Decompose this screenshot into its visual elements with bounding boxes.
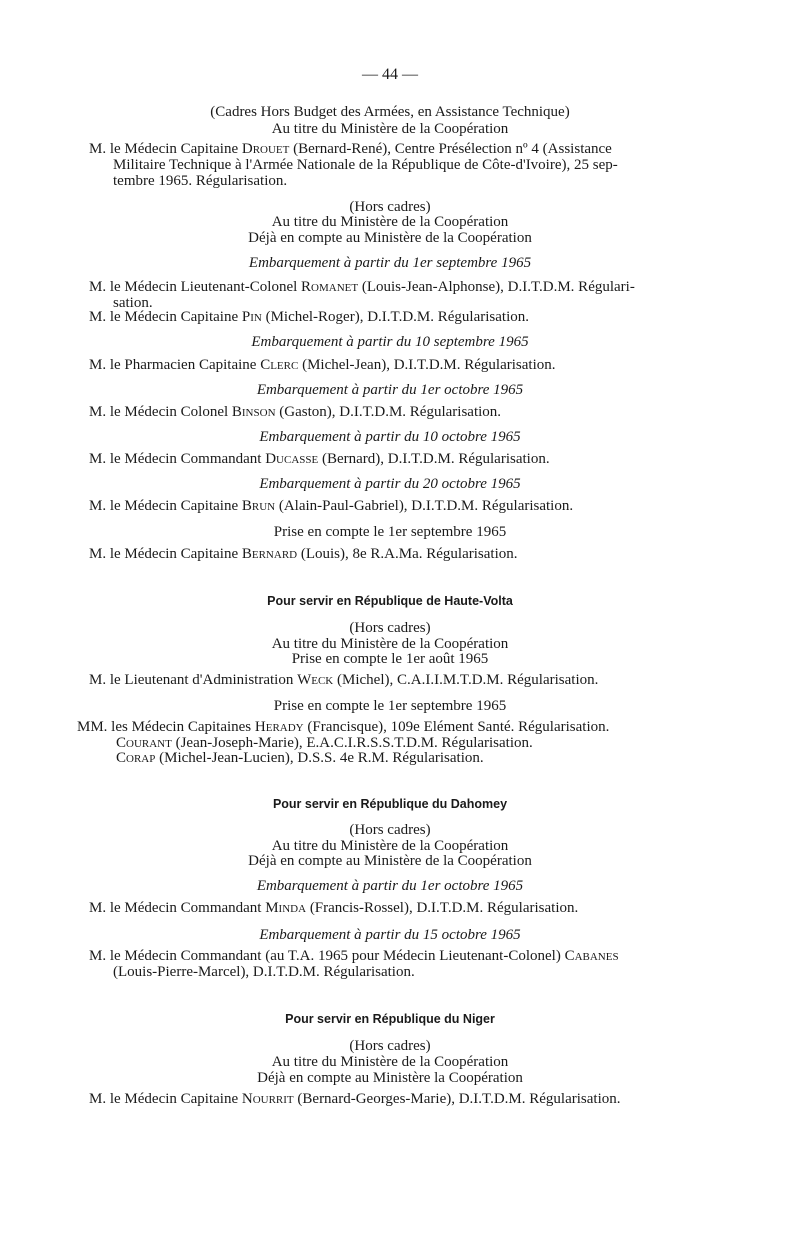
entry-line: M. le Médecin Colonel Binson (Gaston), D.I.T.D.M. Régularisation.	[89, 404, 502, 420]
entry-line: M. le Médecin Commandant Ducasse (Bernard), D.I.T.D.M. Régularisation.	[89, 451, 550, 467]
status-line: Déjà en compte au Ministère de la Coopération	[248, 853, 532, 869]
entry-continuation: tembre 1965. Régularisation.	[113, 173, 288, 189]
entry-line: M. le Médecin Capitaine Drouet (Bernard-René), Centre Présélection nº 4 (Assistance	[89, 141, 612, 157]
status-line: Prise en compte le 1er septembre 1965	[273, 698, 507, 714]
status-line: Déjà en compte au Ministère de la Coopération	[248, 230, 532, 246]
category-line: (Hors cadres)	[349, 620, 431, 636]
embarkation-date-line: Embarquement à partir du 1er septembre 1965	[248, 255, 532, 271]
page-number: — 44 —	[362, 66, 418, 83]
entry-line: M. le Médecin Capitaine Bernard (Louis), 8e R.A.Ma. Régularisation.	[89, 546, 518, 562]
embarkation-date-line: Embarquement à partir du 1er octobre 1965	[256, 382, 524, 398]
status-line: Prise en compte le 1er août 1965	[291, 651, 489, 667]
entry-line: M. le Médecin Capitaine Nourrit (Bernard-Georges-Marie), D.I.T.D.M. Régularisation.	[89, 1091, 621, 1107]
status-line: Prise en compte le 1er septembre 1965	[273, 524, 507, 540]
entry-line: M. le Lieutenant d'Administration Weck (Michel), C.A.I.I.M.T.D.M. Régularisation.	[89, 672, 599, 688]
category-line: (Cadres Hors Budget des Armées, en Assistance Technique)	[210, 104, 570, 120]
entry-continuation: sation.	[113, 295, 153, 311]
section-heading-dahomey: Pour servir en République du Dahomey	[272, 797, 508, 811]
entry-line: M. le Médecin Capitaine Pin (Michel-Roger), D.I.T.D.M. Régularisation.	[89, 309, 529, 325]
embarkation-date-line: Embarquement à partir du 10 septembre 1965	[251, 334, 529, 350]
category-line: (Hors cadres)	[349, 1038, 431, 1054]
entry-line: M. le Médecin Commandant Minda (Francis-Rossel), D.I.T.D.M. Régularisation.	[89, 900, 579, 916]
ministry-line: Au titre du Ministère de la Coopération	[271, 636, 509, 652]
entry-continuation: (Louis-Pierre-Marcel), D.I.T.D.M. Régularisation.	[113, 964, 415, 980]
embarkation-date-line: Embarquement à partir du 20 octobre 1965	[259, 476, 521, 492]
section-heading-niger: Pour servir en République du Niger	[285, 1012, 495, 1026]
ministry-line: Au titre du Ministère de la Coopération	[271, 121, 509, 137]
category-line: (Hors cadres)	[349, 822, 431, 838]
entry-line: M. le Médecin Lieutenant-Colonel Romanet (Louis-Jean-Alphonse), D.I.T.D.M. Régulari-	[89, 279, 635, 295]
entry-line: M. le Médecin Commandant (au T.A. 1965 pour Médecin Lieutenant-Colonel) Cabanes	[89, 948, 619, 964]
ministry-line: Au titre du Ministère de la Coopération	[271, 838, 509, 854]
entry-line: M. le Pharmacien Capitaine Clerc (Michel-Jean), D.I.T.D.M. Régularisation.	[89, 357, 556, 373]
ministry-line: Au titre du Ministère de la Coopération	[271, 214, 509, 230]
entry-continuation: Militaire Technique à l'Armée Nationale de la République de Côte-d'Ivoire), 25 sep-	[113, 157, 618, 173]
entry-line: M. le Médecin Capitaine Brun (Alain-Paul-Gabriel), D.I.T.D.M. Régularisation.	[89, 498, 574, 514]
section-heading-haute-volta: Pour servir en République de Haute-Volta	[267, 594, 513, 608]
category-line: (Hors cadres)	[349, 199, 431, 215]
entry-line: MM. les Médecin Capitaines Herady (Francisque), 109e Elément Santé. Régularisation.	[77, 719, 610, 735]
entry-continuation: Corap (Michel-Jean-Lucien), D.S.S. 4e R.M. Régularisation.	[116, 750, 484, 766]
status-line: Déjà en compte au Ministère la Coopération	[257, 1070, 523, 1086]
embarkation-date-line: Embarquement à partir du 1er octobre 1965	[256, 878, 524, 894]
embarkation-date-line: Embarquement à partir du 10 octobre 1965	[259, 429, 521, 445]
ministry-line: Au titre du Ministère de la Coopération	[271, 1054, 509, 1070]
embarkation-date-line: Embarquement à partir du 15 octobre 1965	[259, 927, 521, 943]
entry-continuation: Courant (Jean-Joseph-Marie), E.A.C.I.R.S.S.T.D.M. Régularisation.	[116, 735, 533, 751]
